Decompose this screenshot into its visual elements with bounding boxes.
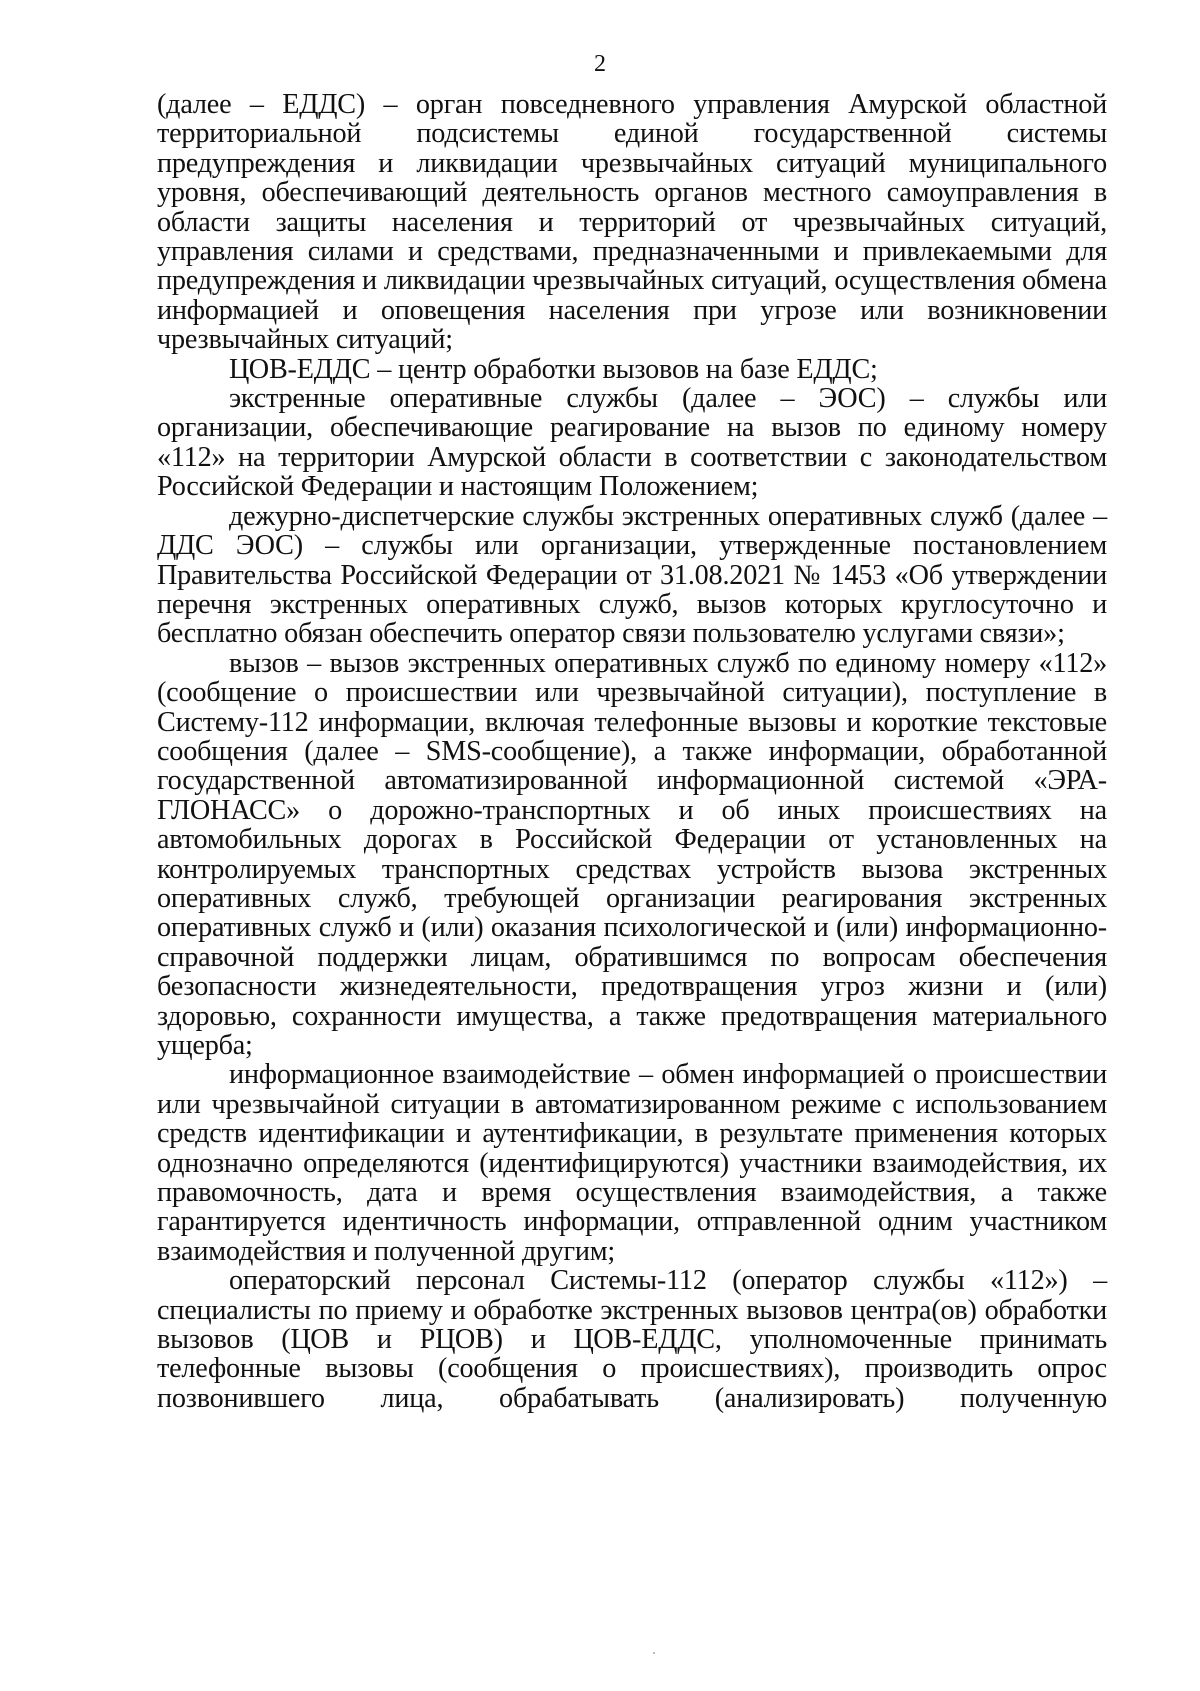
paragraph-operator-staff-definition: операторский персонал Системы-112 (оператор службы «112») – специалисты по приему и обработке экстренных вызовов центра(ов) обработки вызовов (ЦОВ и РЦОВ) и ЦОВ-ЕДДС, уполномоченные принимать телефонные вызовы (сообщения о происшествиях), производить опрос позвонившего лица, обрабатывать (анализировать) полученную — [157, 1265, 1107, 1414]
scan-speck — [653, 1652, 655, 1654]
document-body — [157, 90, 1107, 1413]
paragraph-eos-definition: экстренные оперативные службы (далее – ЭОС) – службы или организации, обеспечивающие реагирование на вызов по единому номеру «112» на территории Амурской области в соответствии с законодательством Российской Федерации и настоящим Положением; — [157, 383, 1107, 503]
paragraph-cov-edds-definition: ЦОВ-ЕДДС – центр обработки вызовов на базе ЕДДС; — [229, 353, 878, 385]
page-number: 2 — [594, 51, 606, 77]
paragraph-edds-definition: (далее – ЕДДС) – орган повседневного управления Амурской областной территориальной подсистемы единой государственной системы предупреждения и ликвидации чрезвычайных ситуаций муниципального уровня, обеспечивающий деятельность органов местного самоуправления в области защиты населения и территорий от чрезвычайных ситуаций, управления силами и средствами, предназначенными и привлекаемыми для предупреждения и ликвидации чрезвычайных ситуаций, осуществления обмена информацией и оповещения населения при угрозе или возникновении чрезвычайных ситуаций; — [157, 89, 1107, 356]
paragraph-information-interaction-definition: информационное взаимодействие – обмен информацией о происшествии или чрезвычайной ситуации в автоматизированном режиме с использованием средств идентификации и аутентификации, в результате применения которых однозначно определяются (идентифицируются) участники взаимодействия, их правомочность, дата и время осуществления взаимодействия, а также гарантируется идентичность информации, отправленной одним участником взаимодействия и полученной другим; — [157, 1059, 1107, 1267]
paragraph-dds-eos-definition: дежурно-диспетчерские службы экстренных оперативных служб (далее – ДДС ЭОС) – службы или организации, утвержденные постановлением Правительства Российской Федерации от 31.08.2021 № 1453 «Об утверждении перечня экстренных оперативных служб, вызов которых круглосуточно и бесплатно обязан обеспечить оператор связи пользователю услугами связи»; — [157, 500, 1107, 650]
paragraph-call-definition: вызов – вызов экстренных оперативных служб по единому номеру «112» (сообщение о происшествии или чрезвычайной ситуации), поступление в Систему-112 информации, включая телефонные вызовы и короткие текстовые сообщения (далее – SMS-сообщение), а также информации, обработанной государственной автоматизированной информационной системой «ЭРА-ГЛОНАСС» о дорожно-транспортных и об иных происшествиях на автомобильных дорогах в Российской Федерации от установленных на контролируемых транспортных средствах устройств вызова экстренных оперативных служб, требующей организации реагирования экстренных оперативных служб и (или) оказания психологической и (или) информационно-справочной поддержки лицам, обратившимся по вопросам обеспечения безопасности жизнедеятельности, предотвращения угроз жизни и (или) здоровью, сохранности имущества, а также предотвращения материального ущерба; — [157, 647, 1107, 1061]
